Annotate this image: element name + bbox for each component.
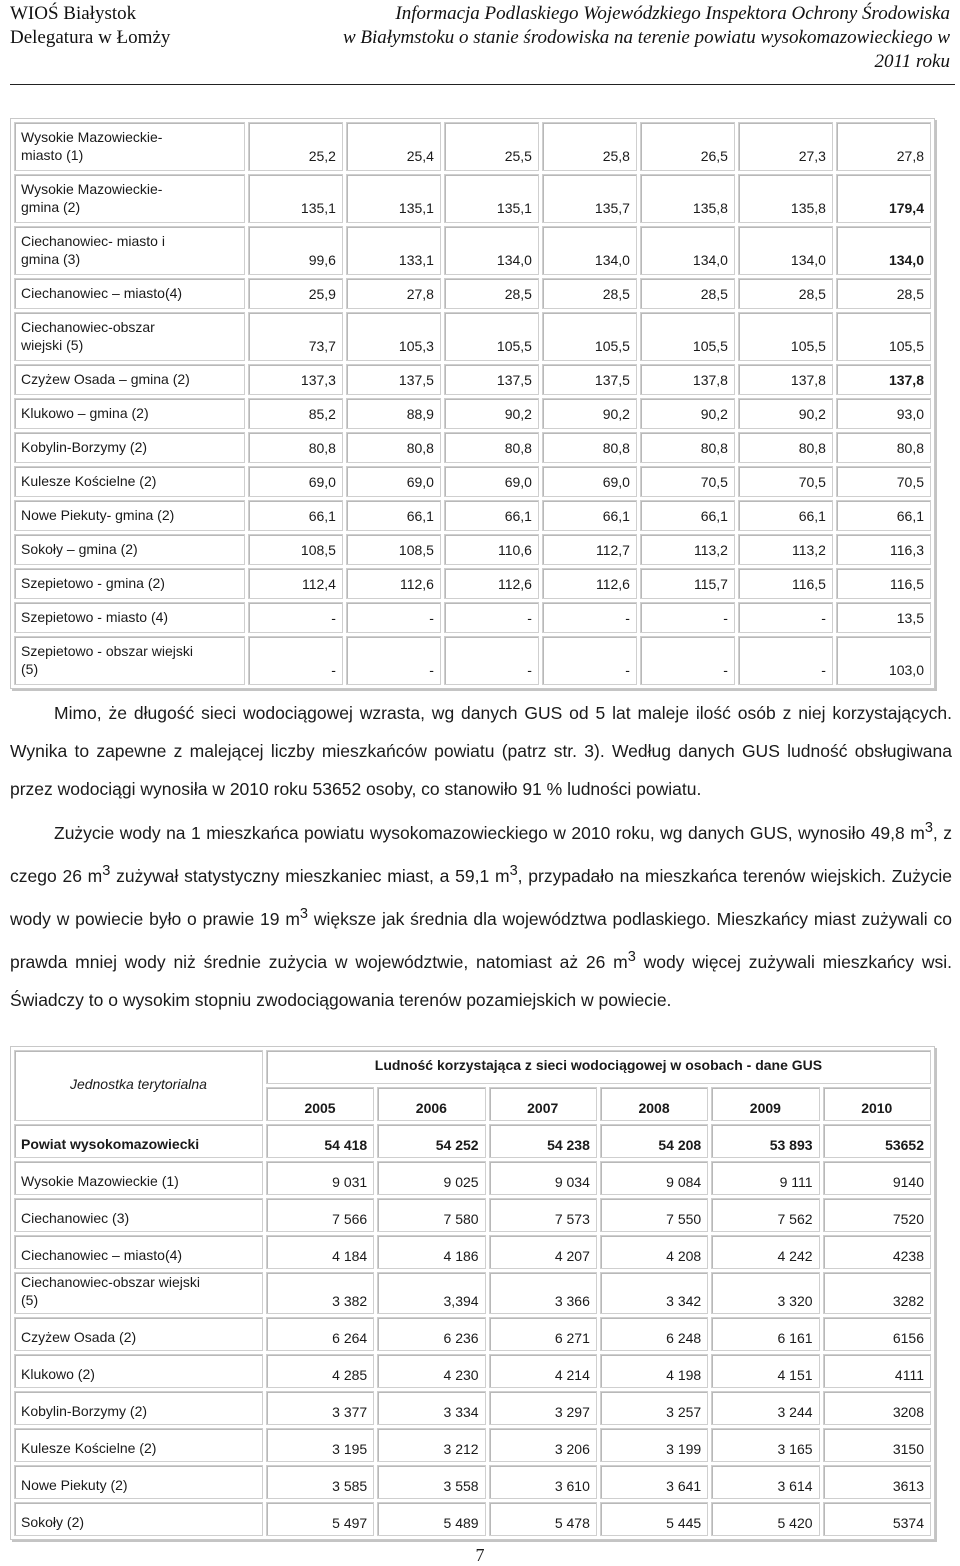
- population-served-table-body: [14, 1050, 931, 1536]
- table-cell: 4111: [823, 1354, 931, 1388]
- row-label-line: Kobylin-Borzymy (2): [21, 439, 148, 455]
- table-cell: 3 206: [489, 1428, 597, 1462]
- body-text: [10, 694, 952, 1019]
- table-cell: 85,2: [248, 398, 343, 429]
- row-label-line: Wysokie Mazowieckie-: [21, 129, 163, 145]
- row-label: [14, 1161, 263, 1195]
- table-cell: 69,0: [542, 466, 637, 497]
- superscript: 3: [299, 905, 309, 922]
- table-cell: 103,0: [836, 636, 931, 685]
- row-label: [14, 1502, 263, 1536]
- table-row: [14, 278, 931, 309]
- paragraph-2-text-a: Zużycie wody na 1 mieszkańca powiatu wysokomazowieckiego w 2010 roku, wg danych GUS, wynosiło 49,8 m: [54, 822, 925, 843]
- row-label: [14, 534, 245, 565]
- header-right: [260, 2, 950, 74]
- table-cell: 135,7: [542, 174, 637, 223]
- table-cell: 105,5: [738, 312, 833, 361]
- header-left: [10, 2, 170, 50]
- table-cell: 5 420: [711, 1502, 819, 1536]
- table-cell: 3 244: [711, 1391, 819, 1425]
- table-cell: 7 562: [711, 1198, 819, 1232]
- row-label-line: Czyżew Osada – gmina (2): [21, 371, 190, 387]
- table-cell: 4 198: [600, 1354, 708, 1388]
- table-cell: 6 271: [489, 1317, 597, 1351]
- table-row: [14, 1235, 931, 1269]
- year-header: 2009: [711, 1087, 819, 1121]
- table-cell: 3 195: [266, 1428, 374, 1462]
- table-cell: 69,0: [444, 466, 539, 497]
- table-title: Ludność korzystająca z sieci wodociągowej w osobach - dane GUS: [266, 1050, 931, 1084]
- row-label-line: Nowe Piekuty (2): [21, 1477, 128, 1493]
- row-label: [14, 364, 245, 395]
- table-cell: 112,7: [542, 534, 637, 565]
- row-label: [14, 1428, 263, 1462]
- table-row: [14, 312, 931, 361]
- table-cell: 7 573: [489, 1198, 597, 1232]
- table-cell: 4 186: [377, 1235, 485, 1269]
- table-cell: 9 034: [489, 1161, 597, 1195]
- table-row: [14, 1502, 931, 1536]
- table-cell: 73,7: [248, 312, 343, 361]
- table-row: [14, 1391, 931, 1425]
- row-label: [14, 1124, 263, 1158]
- table-row: [14, 1428, 931, 1462]
- table-row: [14, 1198, 931, 1232]
- table-cell: 3282: [823, 1272, 931, 1314]
- table-cell: 54 418: [266, 1124, 374, 1158]
- row-label: [14, 1465, 263, 1499]
- table-cell: 7 550: [600, 1198, 708, 1232]
- year-header: 2008: [600, 1087, 708, 1121]
- year-header: 2007: [489, 1087, 597, 1121]
- table-cell: 6 248: [600, 1317, 708, 1351]
- row-label-line: Ciechanowiec-obszar: [21, 319, 155, 335]
- table-row: [14, 1124, 931, 1158]
- row-label: [14, 568, 245, 599]
- table-cell: -: [640, 602, 735, 633]
- year-header: 2010: [823, 1087, 931, 1121]
- row-label-line: Sokoły (2): [21, 1514, 85, 1530]
- table-row: [14, 398, 931, 429]
- table-cell: 28,5: [444, 278, 539, 309]
- table-cell: 134,0: [640, 226, 735, 275]
- table-cell: 113,2: [640, 534, 735, 565]
- table-cell: 134,0: [738, 226, 833, 275]
- row-label-line: (5): [21, 1292, 39, 1308]
- row-label: [14, 122, 245, 171]
- table-cell: -: [640, 636, 735, 685]
- table-row: [14, 226, 931, 275]
- population-served-table: [10, 1046, 935, 1540]
- table-cell: 137,8: [738, 364, 833, 395]
- table-row: [14, 1272, 931, 1314]
- table-cell: 3 614: [711, 1465, 819, 1499]
- network-length-table-body: [14, 122, 931, 685]
- row-label: [14, 636, 245, 685]
- table-cell: 80,8: [738, 432, 833, 463]
- table-cell: 105,5: [542, 312, 637, 361]
- table-row: [14, 636, 931, 685]
- table-cell: 90,2: [640, 398, 735, 429]
- network-length-table: [10, 118, 935, 689]
- table-cell: 53652: [823, 1124, 931, 1158]
- table-cell: 80,8: [542, 432, 637, 463]
- table-cell: 137,5: [346, 364, 441, 395]
- table-row: [14, 568, 931, 599]
- row-label-line: Klukowo (2): [21, 1366, 95, 1382]
- table-cell: 80,8: [836, 432, 931, 463]
- row-label: [14, 1317, 263, 1351]
- row-label-line: Sokoły – gmina (2): [21, 541, 138, 557]
- paragraph-2-text-d: , przypadało na mieszkańca terenów wiejskich. Zużycie wody w powiecie było o prawie 19 m: [10, 865, 952, 929]
- table-cell: 66,1: [542, 500, 637, 531]
- year-header: 2005: [266, 1087, 374, 1121]
- row-label-line: wiejski (5): [21, 337, 84, 353]
- superscript: 3: [509, 862, 518, 879]
- table-cell: -: [248, 636, 343, 685]
- row-label-line: Ciechanowiec (3): [21, 1210, 130, 1226]
- header-title-line3: 2011 roku: [874, 51, 950, 72]
- table-cell: 90,2: [542, 398, 637, 429]
- table-cell: 25,8: [542, 122, 637, 171]
- header-title-line2: w Białymstoku o stanie środowiska na terenie powiatu wysokomazowieckiego w: [342, 27, 950, 48]
- table-cell: 105,5: [836, 312, 931, 361]
- table-cell: 66,1: [444, 500, 539, 531]
- table-cell: 54 208: [600, 1124, 708, 1158]
- table-row: [14, 1465, 931, 1499]
- table-cell: 134,0: [836, 226, 931, 275]
- table-cell: 3 641: [600, 1465, 708, 1499]
- table-cell: 3 212: [377, 1428, 485, 1462]
- table-cell: 4 214: [489, 1354, 597, 1388]
- row-label-line: Kulesze Kościelne (2): [21, 473, 157, 489]
- table-cell: 28,5: [836, 278, 931, 309]
- table-cell: 9 111: [711, 1161, 819, 1195]
- table-cell: 112,6: [444, 568, 539, 599]
- table-row: [14, 122, 931, 171]
- row-label-line: Szepietowo - obszar wiejski: [21, 643, 193, 659]
- table-cell: 54 238: [489, 1124, 597, 1158]
- table-cell: 66,1: [738, 500, 833, 531]
- row-label: [14, 432, 245, 463]
- paragraph-2-text-b: , z czego 26 m: [10, 822, 952, 886]
- table-cell: 90,2: [444, 398, 539, 429]
- paragraph-2-text-f: wody więcej zużywali mieszkańcy wsi. Świadczy to o wysokim stopniu zwodociągowania terenów pozamiejskich w powiecie.: [10, 951, 952, 1010]
- unit-header: Jednostka terytorialna: [14, 1050, 263, 1121]
- row-label-line: gmina (2): [21, 199, 81, 215]
- table-cell: 134,0: [444, 226, 539, 275]
- table-row: [14, 174, 931, 223]
- table-cell: 3 320: [711, 1272, 819, 1314]
- table-row: [14, 1161, 931, 1195]
- table-cell: 4238: [823, 1235, 931, 1269]
- table-cell: 135,8: [738, 174, 833, 223]
- table-cell: 66,1: [836, 500, 931, 531]
- table-cell: 66,1: [248, 500, 343, 531]
- table-cell: 105,5: [444, 312, 539, 361]
- table-cell: 28,5: [542, 278, 637, 309]
- row-label-line: gmina (3): [21, 251, 81, 267]
- table-cell: 116,3: [836, 534, 931, 565]
- table-cell: 135,1: [346, 174, 441, 223]
- table-cell: 137,8: [836, 364, 931, 395]
- table-cell: 3 585: [266, 1465, 374, 1499]
- table-cell: 3 366: [489, 1272, 597, 1314]
- paragraph-2-text-c: zużywał statystyczny mieszkaniec miast, a 59,1 m: [110, 865, 510, 886]
- table-cell: 3 342: [600, 1272, 708, 1314]
- paragraph-2-text-e: większe jak średnia dla województwa podlaskiego. Mieszkańcy miast zużywali co prawda mniej wody niż średnie zużycia w województwie, natomiast aż 26 m: [10, 908, 952, 972]
- table-cell: 4 208: [600, 1235, 708, 1269]
- table-cell: 3 257: [600, 1391, 708, 1425]
- table-cell: -: [248, 602, 343, 633]
- header-delegation: Delegatura w Łomży: [10, 27, 171, 48]
- table-cell: 66,1: [640, 500, 735, 531]
- row-label: [14, 1272, 263, 1314]
- table-cell: 99,6: [248, 226, 343, 275]
- table-cell: -: [444, 636, 539, 685]
- table-cell: 9140: [823, 1161, 931, 1195]
- header-divider: [10, 84, 955, 85]
- table-cell: 5 445: [600, 1502, 708, 1536]
- row-label: [14, 1354, 263, 1388]
- table-cell: 6 236: [377, 1317, 485, 1351]
- row-label: [14, 398, 245, 429]
- row-label: [14, 278, 245, 309]
- table-cell: 108,5: [346, 534, 441, 565]
- table-cell: 3208: [823, 1391, 931, 1425]
- table-cell: 3 610: [489, 1465, 597, 1499]
- row-label-line: Kulesze Kościelne (2): [21, 1440, 157, 1456]
- table-cell: 6 264: [266, 1317, 374, 1351]
- table-cell: 88,9: [346, 398, 441, 429]
- table-cell: 110,6: [444, 534, 539, 565]
- row-label-line: Kobylin-Borzymy (2): [21, 1403, 148, 1419]
- row-label-line: Nowe Piekuty- gmina (2): [21, 507, 175, 523]
- table-cell: 112,4: [248, 568, 343, 599]
- table-cell: 112,6: [542, 568, 637, 599]
- table-cell: 179,4: [836, 174, 931, 223]
- row-label-line: Wysokie Mazowieckie (1): [21, 1173, 179, 1189]
- row-label-line: (5): [21, 661, 39, 677]
- row-label-line: Ciechanowiec-obszar wiejski: [21, 1274, 200, 1290]
- table-row: [14, 500, 931, 531]
- table-row: [14, 466, 931, 497]
- row-label-line: Czyżew Osada (2): [21, 1329, 137, 1345]
- row-label-line: Szepietowo - gmina (2): [21, 575, 165, 591]
- table-cell: 108,5: [248, 534, 343, 565]
- table-cell: 4 207: [489, 1235, 597, 1269]
- table-cell: 135,8: [640, 174, 735, 223]
- table-cell: 137,5: [444, 364, 539, 395]
- paragraph-1: Mimo, że długość sieci wodociągowej wzrasta, wg danych GUS od 5 lat maleje ilość osób z niej korzystających. Wynika to zapewne z malejącej liczby mieszkańców powiatu (patrz str. 3). Według danych GUS ludność obsługiwana przez wodociągi wynosiła w 2010 roku 53652 osoby, co stanowiło 91 % ludności powiatu.: [10, 703, 952, 800]
- table-cell: 13,5: [836, 602, 931, 633]
- table-cell: 7 580: [377, 1198, 485, 1232]
- table-cell: 7520: [823, 1198, 931, 1232]
- table-cell: 28,5: [738, 278, 833, 309]
- table-cell: 80,8: [640, 432, 735, 463]
- table-cell: 116,5: [738, 568, 833, 599]
- header-institution: WIOŚ Białystok: [10, 3, 137, 24]
- table-cell: 25,2: [248, 122, 343, 171]
- table-cell: 53 893: [711, 1124, 819, 1158]
- table-cell: 28,5: [640, 278, 735, 309]
- table-cell: 6 161: [711, 1317, 819, 1351]
- table-cell: 25,9: [248, 278, 343, 309]
- table-cell: -: [738, 602, 833, 633]
- table-cell: -: [738, 636, 833, 685]
- table-cell: 26,5: [640, 122, 735, 171]
- table-cell: 105,3: [346, 312, 441, 361]
- table-cell: 93,0: [836, 398, 931, 429]
- table-cell: 3 377: [266, 1391, 374, 1425]
- table-row: [14, 364, 931, 395]
- row-label-line: Ciechanowiec – miasto(4): [21, 1247, 183, 1263]
- table-cell: 90,2: [738, 398, 833, 429]
- table-cell: 137,8: [640, 364, 735, 395]
- superscript: 3: [102, 862, 111, 879]
- table-cell: 27,8: [836, 122, 931, 171]
- table-cell: 3150: [823, 1428, 931, 1462]
- row-label: [14, 500, 245, 531]
- header-title-line1: Informacja Podlaskiego Wojewódzkiego Inspektora Ochrony Środowiska: [395, 3, 950, 24]
- row-label: [14, 174, 245, 223]
- table-cell: 137,5: [542, 364, 637, 395]
- row-label-line: Klukowo – gmina (2): [21, 405, 149, 421]
- table-cell: 27,8: [346, 278, 441, 309]
- row-label-line: Ciechanowiec – miasto(4): [21, 285, 183, 301]
- table-cell: 80,8: [346, 432, 441, 463]
- table-cell: 9 025: [377, 1161, 485, 1195]
- table-cell: -: [346, 602, 441, 633]
- table-row: [14, 1354, 931, 1388]
- row-label: [14, 466, 245, 497]
- row-label-line: miasto (1): [21, 147, 84, 163]
- table-cell: 3613: [823, 1465, 931, 1499]
- table-cell: 133,1: [346, 226, 441, 275]
- table-cell: 80,8: [248, 432, 343, 463]
- table-cell: 112,6: [346, 568, 441, 599]
- table-cell: 66,1: [346, 500, 441, 531]
- row-label-line: Wysokie Mazowieckie-: [21, 181, 163, 197]
- table-cell: 3,394: [377, 1272, 485, 1314]
- table-cell: 25,4: [346, 122, 441, 171]
- table-cell: 70,5: [640, 466, 735, 497]
- table-row: [14, 1317, 931, 1351]
- table-cell: 5374: [823, 1502, 931, 1536]
- table-cell: 3 199: [600, 1428, 708, 1462]
- row-label: [14, 226, 245, 275]
- table-cell: 4 151: [711, 1354, 819, 1388]
- table-cell: 5 489: [377, 1502, 485, 1536]
- table-cell: 5 478: [489, 1502, 597, 1536]
- table-cell: 113,2: [738, 534, 833, 565]
- page-number: 7: [475, 1545, 485, 1565]
- table-cell: 134,0: [542, 226, 637, 275]
- table-cell: 7 566: [266, 1198, 374, 1232]
- table-cell: 4 184: [266, 1235, 374, 1269]
- table-row: [14, 602, 931, 633]
- table-row: [14, 432, 931, 463]
- table-cell: 5 497: [266, 1502, 374, 1536]
- table-cell: 4 242: [711, 1235, 819, 1269]
- row-label: [14, 1198, 263, 1232]
- superscript: 3: [924, 819, 933, 836]
- table-cell: 4 230: [377, 1354, 485, 1388]
- table-cell: 3 382: [266, 1272, 374, 1314]
- paragraph-2: [10, 809, 952, 1019]
- table-cell: 105,5: [640, 312, 735, 361]
- table-cell: 25,5: [444, 122, 539, 171]
- row-label: [14, 312, 245, 361]
- table-cell: -: [444, 602, 539, 633]
- row-label: [14, 1235, 263, 1269]
- row-label: [14, 602, 245, 633]
- superscript: 3: [627, 948, 636, 965]
- table-cell: 116,5: [836, 568, 931, 599]
- table-cell: 9 031: [266, 1161, 374, 1195]
- table-cell: -: [542, 636, 637, 685]
- table-cell: 135,1: [444, 174, 539, 223]
- table-cell: 9 084: [600, 1161, 708, 1195]
- table-cell: 3 165: [711, 1428, 819, 1462]
- table-cell: 70,5: [836, 466, 931, 497]
- table-cell: 3 334: [377, 1391, 485, 1425]
- table-cell: 54 252: [377, 1124, 485, 1158]
- table-cell: 6156: [823, 1317, 931, 1351]
- table-cell: 4 285: [266, 1354, 374, 1388]
- table-cell: 135,1: [248, 174, 343, 223]
- row-label: [14, 1391, 263, 1425]
- table-cell: 69,0: [248, 466, 343, 497]
- table-cell: 70,5: [738, 466, 833, 497]
- row-label-line: Powiat wysokomazowiecki: [21, 1136, 200, 1152]
- table-cell: 3 297: [489, 1391, 597, 1425]
- row-label-line: Ciechanowiec- miasto i: [21, 233, 165, 249]
- table-cell: -: [542, 602, 637, 633]
- table-cell: 115,7: [640, 568, 735, 599]
- table-cell: 3 558: [377, 1465, 485, 1499]
- row-label-line: Szepietowo - miasto (4): [21, 609, 169, 625]
- table-cell: 69,0: [346, 466, 441, 497]
- table-cell: 137,3: [248, 364, 343, 395]
- table-cell: -: [346, 636, 441, 685]
- table-cell: 80,8: [444, 432, 539, 463]
- table-row: [14, 534, 931, 565]
- year-header: 2006: [377, 1087, 485, 1121]
- table-cell: 27,3: [738, 122, 833, 171]
